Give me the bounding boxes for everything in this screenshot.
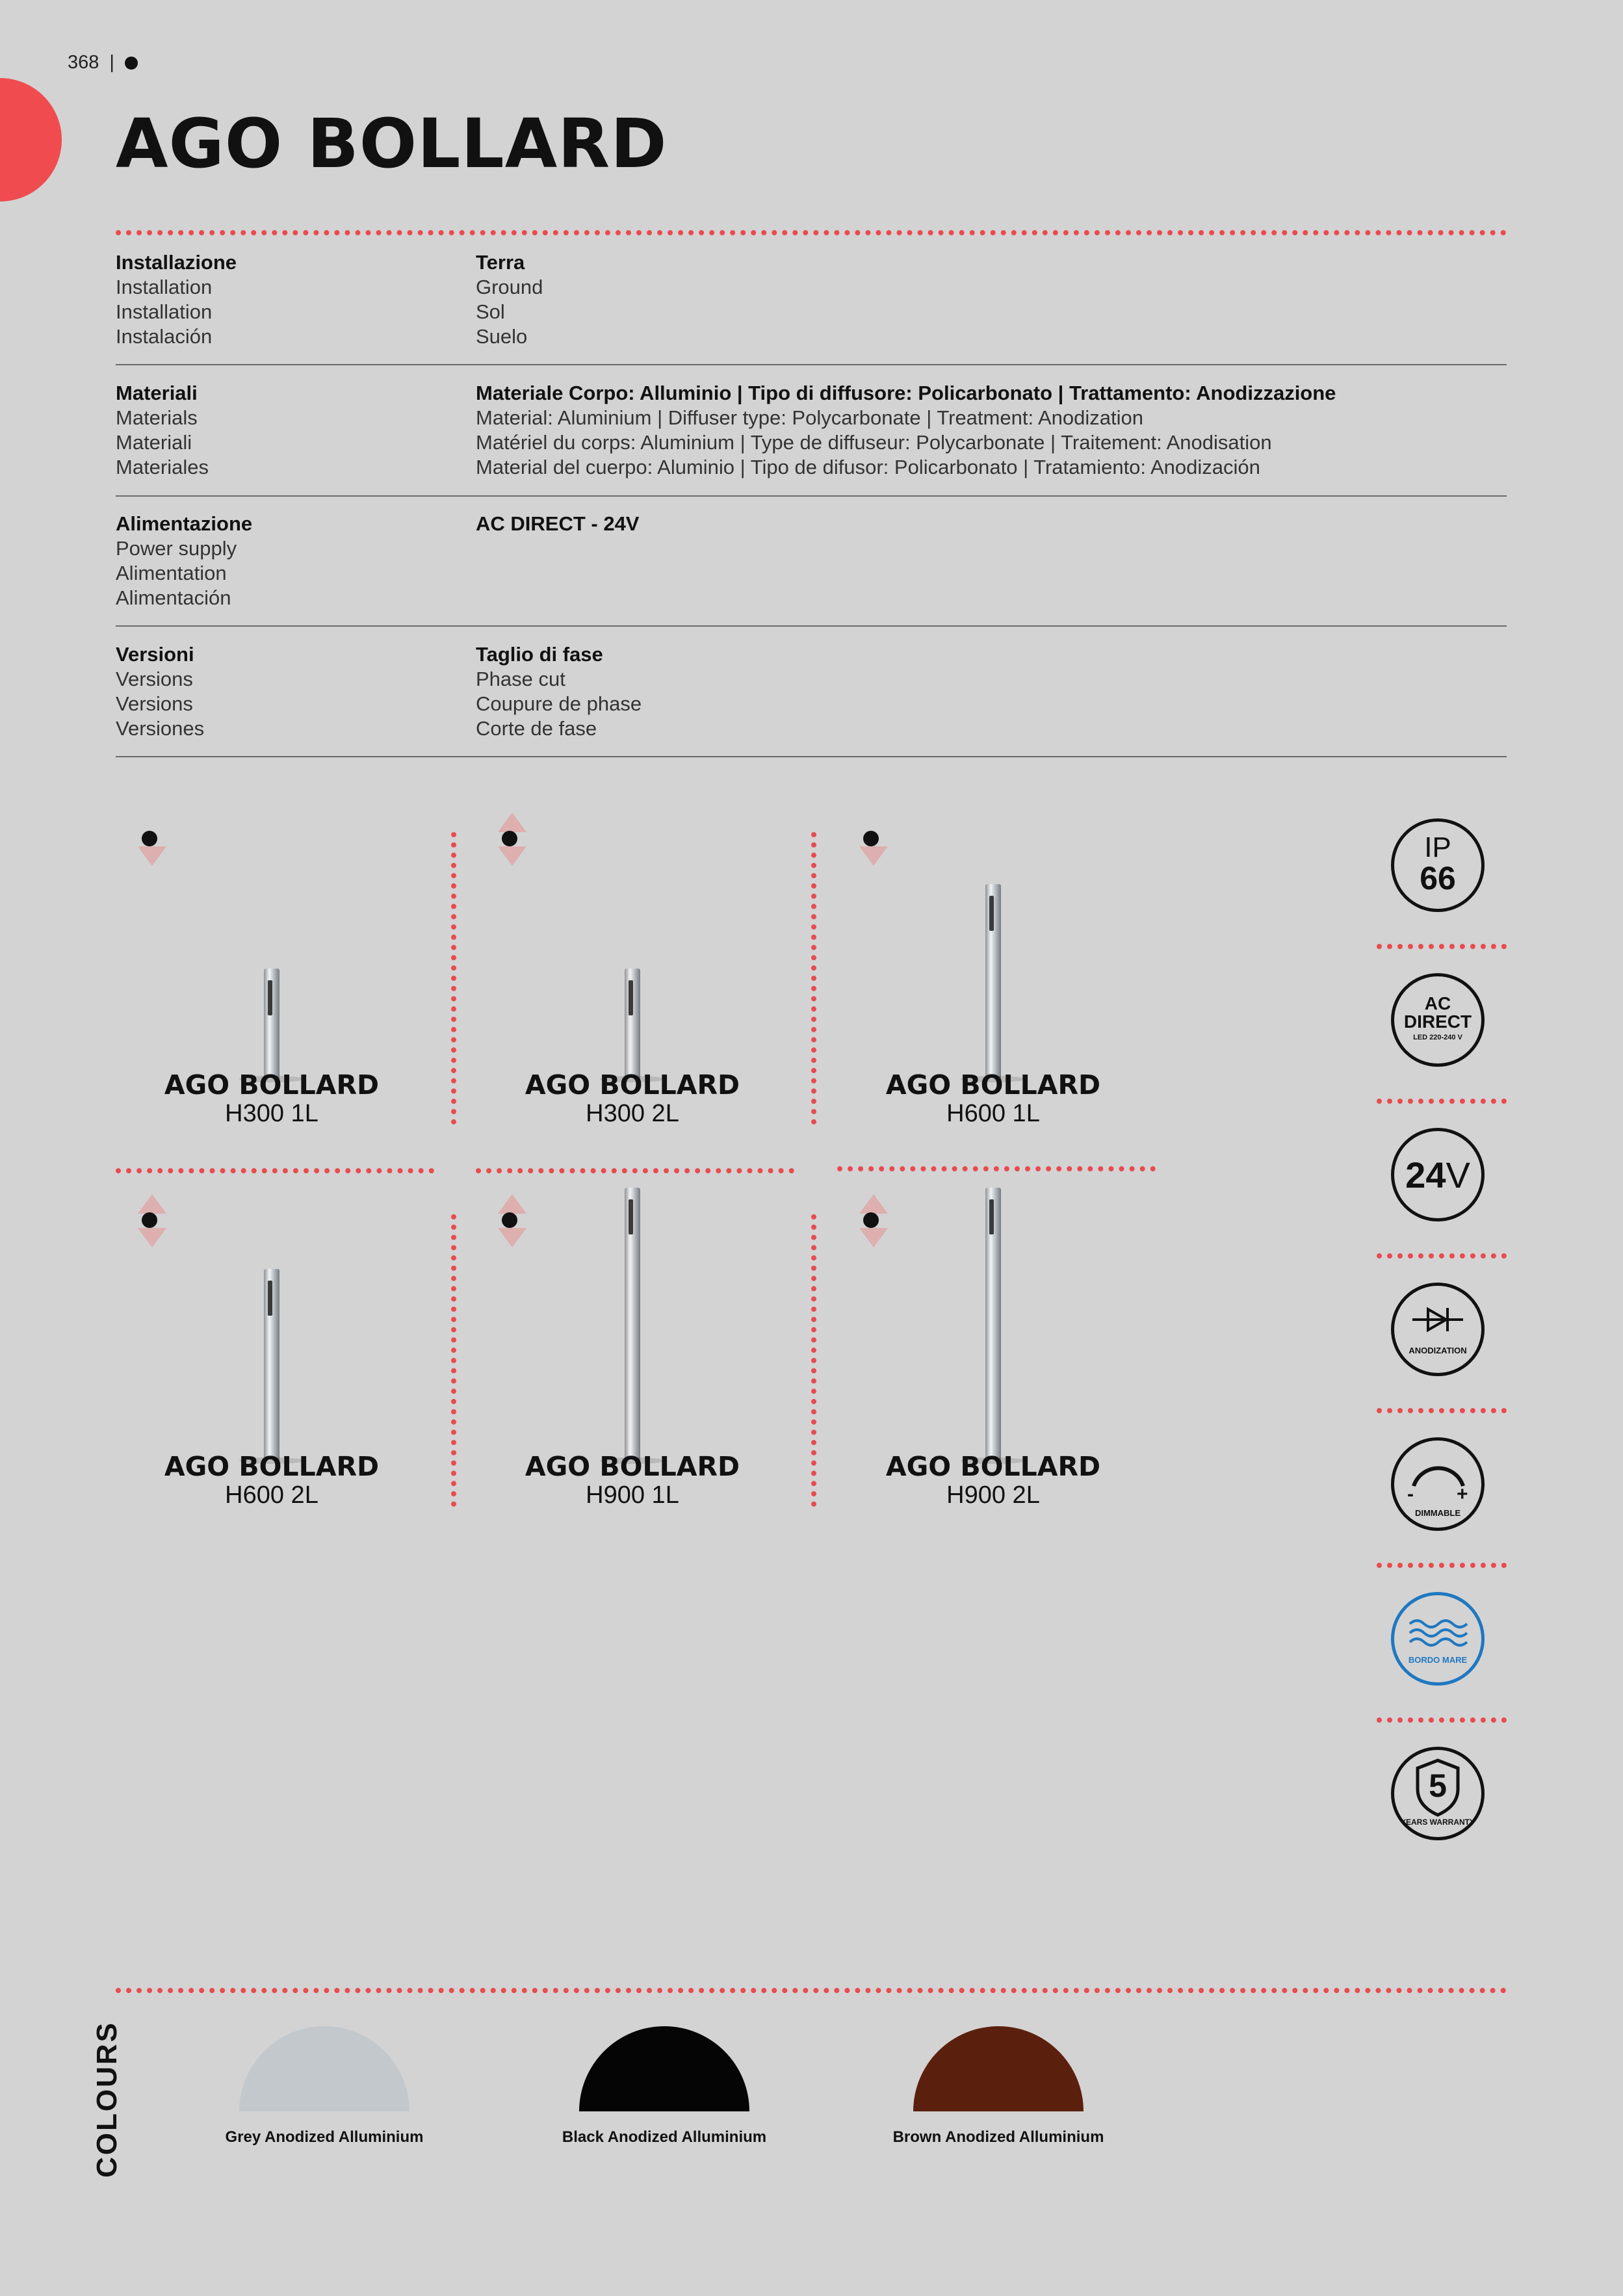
spec-label: Installation: [116, 300, 213, 323]
swatch-grey[interactable]: [239, 2026, 409, 2111]
anodization-label: ANODIZATION: [1409, 1346, 1467, 1355]
ac-direct-icon: [1391, 973, 1485, 1067]
beam-double-icon: [863, 1212, 879, 1228]
spec-power-values: [476, 512, 639, 536]
spec-value: Materiale Corpo: Alluminio | Tipo di diffusore: Policarbonato | Trattamento: Anodizzazione: [476, 382, 1336, 404]
beam-down-icon: [859, 846, 888, 866]
spec-label: Versioni: [116, 643, 194, 666]
warranty-years: 5: [1429, 1768, 1447, 1804]
warranty-label: YEARS WARRANTY: [1400, 1818, 1475, 1827]
spec-materials-labels: [116, 381, 209, 480]
spec-installation-values: [476, 250, 543, 349]
spec-label: Alimentazione: [116, 512, 253, 535]
page-number-text: 368: [68, 52, 99, 73]
spec-value: Phase cut: [476, 668, 565, 690]
product-model: H300 1L: [225, 1100, 318, 1127]
table-rule: [116, 495, 1507, 497]
dotted-divider: [1377, 944, 1507, 949]
bollard-image: [625, 1188, 640, 1461]
spec-value: Suelo: [476, 325, 528, 348]
warranty-icon: [1391, 1747, 1485, 1840]
product-card[interactable]: [453, 816, 812, 1154]
led-voltage-text: LED 220-240 V: [1413, 1034, 1462, 1041]
beam-double-icon: [502, 831, 517, 846]
page-separator: |: [109, 52, 114, 73]
swatch-label: Black Anodized Alluminium: [562, 2128, 767, 2146]
dimmable-label: DIMMABLE: [1414, 1508, 1461, 1518]
product-model: H600 2L: [225, 1481, 318, 1509]
beam-up-icon: [859, 1194, 888, 1214]
seaside-label: BORDO MARE: [1408, 1655, 1468, 1665]
spec-label: Materials: [116, 406, 198, 429]
dotted-divider: [116, 1988, 1507, 1993]
spec-label: Alimentación: [116, 586, 231, 609]
spec-label: Materiali: [116, 431, 192, 454]
red-corner-circle: [0, 78, 62, 202]
spec-value: Taglio di fase: [476, 643, 603, 666]
spec-value: Coupure de phase: [476, 692, 642, 715]
spec-installation-labels: [116, 250, 237, 349]
beam-down-icon: [138, 1228, 166, 1247]
direct-text: DIRECT: [1403, 1011, 1472, 1032]
bollard-image: [264, 1269, 279, 1461]
spec-value: Matériel du corps: Aluminium | Type de diffuseur: Polycarbonate | Traitement: Anodisation: [476, 431, 1272, 454]
page-number: [68, 52, 138, 73]
anodization-icon: [1391, 1283, 1485, 1376]
ac-text: AC: [1424, 993, 1451, 1013]
table-rule: [116, 364, 1507, 365]
beam-down-icon: [498, 1228, 526, 1247]
product-name: AGO BOLLARD: [525, 1451, 740, 1482]
dotted-divider: [1377, 1563, 1507, 1568]
plus-icon: +: [1457, 1483, 1468, 1505]
bollard-image: [985, 884, 1001, 1079]
product-card[interactable]: [92, 1197, 451, 1535]
beam-double-icon: [502, 1212, 517, 1228]
product-name: AGO BOLLARD: [164, 1451, 380, 1482]
product-card[interactable]: [814, 816, 1173, 1154]
colours-heading: COLOURS: [91, 2021, 123, 2178]
dimmable-icon: [1391, 1437, 1485, 1531]
dotted-divider: [1377, 1099, 1507, 1104]
beam-up-icon: [138, 1194, 166, 1214]
product-model: H900 2L: [946, 1481, 1040, 1509]
product-name: AGO BOLLARD: [525, 1069, 740, 1101]
spec-label: Alimentation: [116, 562, 227, 584]
voltage-number: 24: [1405, 1155, 1446, 1195]
bollard-image: [264, 969, 279, 1079]
spec-label: Versiones: [116, 717, 205, 740]
beam-down-icon: [138, 846, 166, 866]
table-rule: [116, 625, 1507, 627]
product-model: H600 1L: [946, 1100, 1040, 1127]
dotted-divider: [1377, 1408, 1507, 1413]
spec-label: Installation: [116, 276, 213, 298]
swatch-black[interactable]: [579, 2026, 749, 2111]
spec-label: Materiales: [116, 456, 209, 478]
spec-value: Material: Aluminium | Diffuser type: Polycarbonate | Treatment: Anodization: [476, 406, 1143, 429]
spec-label: Instalación: [116, 325, 213, 348]
product-name: AGO BOLLARD: [164, 1069, 380, 1101]
beam-down-icon: [859, 1228, 888, 1247]
product-name: AGO BOLLARD: [885, 1451, 1101, 1482]
24v-icon: [1391, 1128, 1485, 1221]
spec-label: Versions: [116, 668, 193, 690]
minus-icon: -: [1407, 1483, 1414, 1505]
spec-label: Versions: [116, 692, 193, 715]
beam-single-icon: [863, 831, 879, 846]
swatch-label: Grey Anodized Alluminium: [225, 2128, 424, 2146]
voltage-unit: V: [1446, 1155, 1470, 1195]
product-name: AGO BOLLARD: [885, 1069, 1101, 1101]
beam-up-icon: [498, 813, 526, 832]
spec-label: Materiali: [116, 382, 198, 404]
spec-value: AC DIRECT - 24V: [476, 512, 640, 535]
product-card[interactable]: [814, 1197, 1173, 1535]
seaside-icon: [1391, 1592, 1485, 1686]
spec-value: Terra: [476, 251, 525, 274]
product-model: H900 1L: [586, 1481, 679, 1509]
bollard-image: [625, 969, 640, 1079]
page-title: AGO BOLLARD: [116, 104, 668, 183]
bullet-icon: [125, 57, 138, 70]
ip-text: IP: [1424, 831, 1451, 863]
product-card[interactable]: [453, 1197, 812, 1535]
dotted-divider: [1377, 1253, 1507, 1259]
product-model: H300 2L: [586, 1100, 679, 1127]
beam-double-icon: [142, 1212, 157, 1228]
beam-single-icon: [142, 831, 157, 846]
spec-value: Material del cuerpo: Aluminio | Tipo de difusor: Policarbonato | Tratamiento: Anodización: [476, 456, 1260, 478]
grid-divider-horizontal: [476, 1168, 794, 1173]
table-rule: [116, 756, 1507, 757]
dotted-divider: [116, 230, 1507, 235]
spec-label: Power supply: [116, 537, 237, 560]
spec-value: Corte de fase: [476, 717, 597, 740]
beam-down-icon: [498, 846, 526, 866]
spec-value: Sol: [476, 300, 505, 323]
swatch-label: Brown Anodized Alluminium: [892, 2128, 1104, 2146]
product-card[interactable]: [92, 816, 451, 1154]
bollard-image: [985, 1188, 1001, 1461]
grid-divider-horizontal: [837, 1166, 1156, 1171]
swatch-brown[interactable]: [913, 2026, 1084, 2111]
grid-divider-horizontal: [116, 1168, 434, 1173]
dotted-divider: [1377, 1717, 1507, 1723]
spec-label: Installazione: [116, 251, 237, 274]
spec-materials-values: [476, 381, 1336, 480]
ip-rating-text: 66: [1420, 860, 1456, 896]
spec-versions-values: [476, 642, 642, 741]
ip66-icon: [1391, 818, 1485, 912]
spec-value: Ground: [476, 276, 543, 298]
spec-versions-labels: [116, 642, 204, 741]
beam-up-icon: [498, 1194, 526, 1214]
spec-power-labels: [116, 512, 252, 610]
